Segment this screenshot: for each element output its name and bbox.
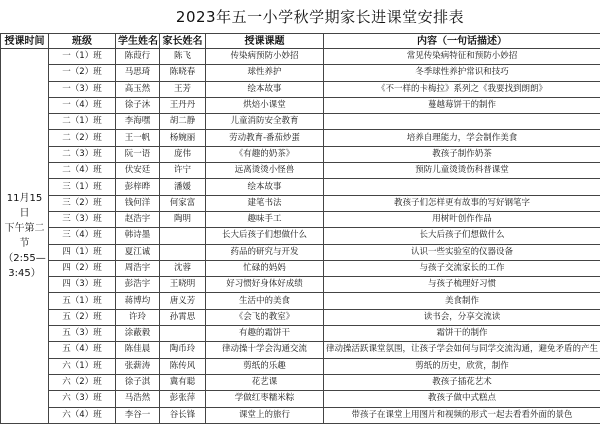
student-cell: 徐子沐 xyxy=(116,97,160,113)
parent-cell: 胡二静 xyxy=(160,114,206,130)
topic-cell: 有趣的霜饼干 xyxy=(206,326,324,342)
class-cell: 四（1）班 xyxy=(49,244,116,260)
parent-cell: 王晓明 xyxy=(160,277,206,293)
content-cell: 霜饼干的制作 xyxy=(324,326,600,342)
topic-cell: 绘本故事 xyxy=(206,179,324,195)
content-cell: 常见传染病特征和预防小妙招 xyxy=(324,49,600,65)
content-cell: 教孩子制作奶茶 xyxy=(324,146,600,162)
student-cell: 彭梓晔 xyxy=(116,179,160,195)
parent-cell: 潘媛 xyxy=(160,179,206,195)
class-cell: 二（4）班 xyxy=(49,163,116,179)
parent-cell: 陶明 xyxy=(160,211,206,227)
student-cell: 王一帆 xyxy=(116,130,160,146)
student-cell: 陈佳晨 xyxy=(116,342,160,358)
content-cell: 带孩子在课堂上用图片和视频的形式一起去看看外面的景色 xyxy=(324,407,600,423)
student-cell: 赵浩宇 xyxy=(116,211,160,227)
topic-cell: 传染病预防小妙招 xyxy=(206,49,324,65)
table-row xyxy=(1,97,600,113)
table-row xyxy=(1,81,600,97)
table-row xyxy=(1,293,600,309)
parent-cell: 谷长锋 xyxy=(160,407,206,423)
table-row xyxy=(1,391,600,407)
header-content: 内容（一句话描述） xyxy=(324,34,600,49)
class-cell: 五（3）班 xyxy=(49,326,116,342)
topic-cell: 儿童消防安全教育 xyxy=(206,114,324,130)
header-student: 学生姓名 xyxy=(116,34,160,49)
content-cell: 与孩子交流家长的工作 xyxy=(324,260,600,276)
student-cell: 伏安廷 xyxy=(116,163,160,179)
student-cell: 涂蔽毅 xyxy=(116,326,160,342)
content-cell: 教孩子们怎样更有故事的写好钢笔字 xyxy=(324,195,600,211)
content-cell: 《不一样的卡梅拉》系列之《我要找到朗朗》 xyxy=(324,81,600,97)
parent-cell: 王芳 xyxy=(160,81,206,97)
topic-cell: 建笔书法 xyxy=(206,195,324,211)
time-cell xyxy=(1,49,49,424)
class-cell: 六（4）班 xyxy=(49,407,116,423)
table-row xyxy=(1,146,600,162)
class-cell: 一（3）班 xyxy=(49,81,116,97)
parent-cell: 庞伟 xyxy=(160,146,206,162)
content-cell: 美食制作 xyxy=(324,293,600,309)
parent-cell xyxy=(160,228,206,244)
class-cell: 一（4）班 xyxy=(49,97,116,113)
content-cell xyxy=(324,114,600,130)
class-cell: 六（2）班 xyxy=(49,374,116,390)
content-cell: 读书会，分享交流读 xyxy=(324,309,600,325)
parent-cell: 冀有聪 xyxy=(160,374,206,390)
student-cell: 阮一语 xyxy=(116,146,160,162)
class-cell: 六（3）班 xyxy=(49,391,116,407)
schedule-table xyxy=(0,33,600,424)
class-cell: 三（1）班 xyxy=(49,179,116,195)
class-cell: 五（4）班 xyxy=(49,342,116,358)
student-cell: 许玲 xyxy=(116,309,160,325)
content-cell: 教孩子做中式糕点 xyxy=(324,391,600,407)
topic-cell: 劳动教育-番茄炒蛋 xyxy=(206,130,324,146)
student-cell: 马浩然 xyxy=(116,391,160,407)
class-cell: 三（4）班 xyxy=(49,228,116,244)
table-row xyxy=(1,130,600,146)
time-line: （2:55— xyxy=(3,251,46,266)
parent-cell: 陶币玲 xyxy=(160,342,206,358)
parent-cell: 陈晓春 xyxy=(160,65,206,81)
topic-cell: 花艺课 xyxy=(206,374,324,390)
topic-cell: 课堂上的旅行 xyxy=(206,407,324,423)
table-row xyxy=(1,374,600,390)
student-cell: 张薪涛 xyxy=(116,358,160,374)
schedule-body xyxy=(1,49,600,424)
class-cell: 六（1）班 xyxy=(49,358,116,374)
table-row xyxy=(1,114,600,130)
content-cell: 律动操活跃课堂氛围，让孩子学会如何与同学交流沟通，避免矛盾的产生 xyxy=(324,342,600,358)
table-row xyxy=(1,179,600,195)
topic-cell: 好习惯好身体好成绩 xyxy=(206,277,324,293)
student-cell: 钱何洋 xyxy=(116,195,160,211)
class-cell: 一（1）班 xyxy=(49,49,116,65)
table-row xyxy=(1,49,600,65)
table-row xyxy=(1,309,600,325)
table-row xyxy=(1,342,600,358)
class-cell: 四（2）班 xyxy=(49,260,116,276)
table-row xyxy=(1,358,600,374)
header-class: 班级 xyxy=(49,34,116,49)
parent-cell: 彭张萍 xyxy=(160,391,206,407)
table-row xyxy=(1,211,600,227)
class-cell: 三（2）班 xyxy=(49,195,116,211)
student-cell: 彭浩宇 xyxy=(116,277,160,293)
parent-cell: 许宁 xyxy=(160,163,206,179)
student-cell: 马思琦 xyxy=(116,65,160,81)
topic-cell: 忙碌的妈妈 xyxy=(206,260,324,276)
time-line: 节 xyxy=(3,236,46,251)
content-cell: 预防儿童烫烫伤科普课堂 xyxy=(324,163,600,179)
topic-cell: 远离烫烫小怪兽 xyxy=(206,163,324,179)
header-time: 授课时间 xyxy=(1,34,49,49)
student-cell: 李海嘿 xyxy=(116,114,160,130)
content-cell: 培养自理能力，学会制作美食 xyxy=(324,130,600,146)
student-cell: 韩诗墨 xyxy=(116,228,160,244)
table-row xyxy=(1,228,600,244)
header-parent: 家长姓名 xyxy=(160,34,206,49)
table-row xyxy=(1,195,600,211)
topic-cell: 剪纸的乐趣 xyxy=(206,358,324,374)
table-row xyxy=(1,277,600,293)
parent-cell: 何家富 xyxy=(160,195,206,211)
parent-cell xyxy=(160,326,206,342)
content-cell: 蔓越莓饼干的制作 xyxy=(324,97,600,113)
topic-cell: 《会飞的教室》 xyxy=(206,309,324,325)
topic-cell: 趣味手工 xyxy=(206,211,324,227)
parent-cell: 唐义芳 xyxy=(160,293,206,309)
time-line: 下午第二 xyxy=(3,221,46,236)
student-cell: 周浩宇 xyxy=(116,260,160,276)
student-cell: 徐子淇 xyxy=(116,374,160,390)
content-cell: 剪纸的历史，欣赏，制作 xyxy=(324,358,600,374)
class-cell: 二（2）班 xyxy=(49,130,116,146)
parent-cell: 杨婉丽 xyxy=(160,130,206,146)
content-cell: 与孩子梳理好习惯 xyxy=(324,277,600,293)
content-cell xyxy=(324,179,600,195)
parent-cell: 孙霄思 xyxy=(160,309,206,325)
student-cell: 陈葭行 xyxy=(116,49,160,65)
topic-cell: 绘本故事 xyxy=(206,81,324,97)
topic-cell: 药品的研究与开发 xyxy=(206,244,324,260)
class-cell: 三（3）班 xyxy=(49,211,116,227)
time-line: 11月15日 xyxy=(3,191,46,221)
class-cell: 二（1）班 xyxy=(49,114,116,130)
student-cell: 夏江诚 xyxy=(116,244,160,260)
parent-cell xyxy=(160,244,206,260)
sheet-title: 2023年五一小学秋学期家长进课堂安排表 xyxy=(0,0,600,33)
topic-cell: 律动操十学会沟通交流 xyxy=(206,342,324,358)
content-cell: 长大后孩子们想做什么 xyxy=(324,228,600,244)
class-cell: 五（2）班 xyxy=(49,309,116,325)
topic-cell: 球性养护 xyxy=(206,65,324,81)
student-cell: 高玉然 xyxy=(116,81,160,97)
table-row xyxy=(1,407,600,423)
content-cell: 用树叶创作作品 xyxy=(324,211,600,227)
parent-cell: 陈飞 xyxy=(160,49,206,65)
header-row xyxy=(1,34,600,49)
table-row xyxy=(1,260,600,276)
topic-cell: 学做红枣糯米粽 xyxy=(206,391,324,407)
table-row xyxy=(1,326,600,342)
class-cell: 二（3）班 xyxy=(49,146,116,162)
class-cell: 五（1）班 xyxy=(49,293,116,309)
topic-cell: 生活中的美食 xyxy=(206,293,324,309)
parent-cell: 沈蓉 xyxy=(160,260,206,276)
table-row xyxy=(1,163,600,179)
class-cell: 一（2）班 xyxy=(49,65,116,81)
topic-cell: 长大后孩子们想做什么 xyxy=(206,228,324,244)
header-topic: 授课课题 xyxy=(206,34,324,49)
table-row xyxy=(1,244,600,260)
topic-cell: 《有趣的奶茶》 xyxy=(206,146,324,162)
time-line: 3:45） xyxy=(3,266,46,281)
parent-cell: 王丹丹 xyxy=(160,97,206,113)
student-cell: 蒋博均 xyxy=(116,293,160,309)
table-row xyxy=(1,65,600,81)
topic-cell: 烘焙小课堂 xyxy=(206,97,324,113)
class-cell: 四（3）班 xyxy=(49,277,116,293)
content-cell: 教孩子插花艺术 xyxy=(324,374,600,390)
parent-cell: 陈传风 xyxy=(160,358,206,374)
content-cell: 认识一些实验室的仪器设备 xyxy=(324,244,600,260)
student-cell: 李谷一 xyxy=(116,407,160,423)
content-cell: 冬季球性养护常识和技巧 xyxy=(324,65,600,81)
